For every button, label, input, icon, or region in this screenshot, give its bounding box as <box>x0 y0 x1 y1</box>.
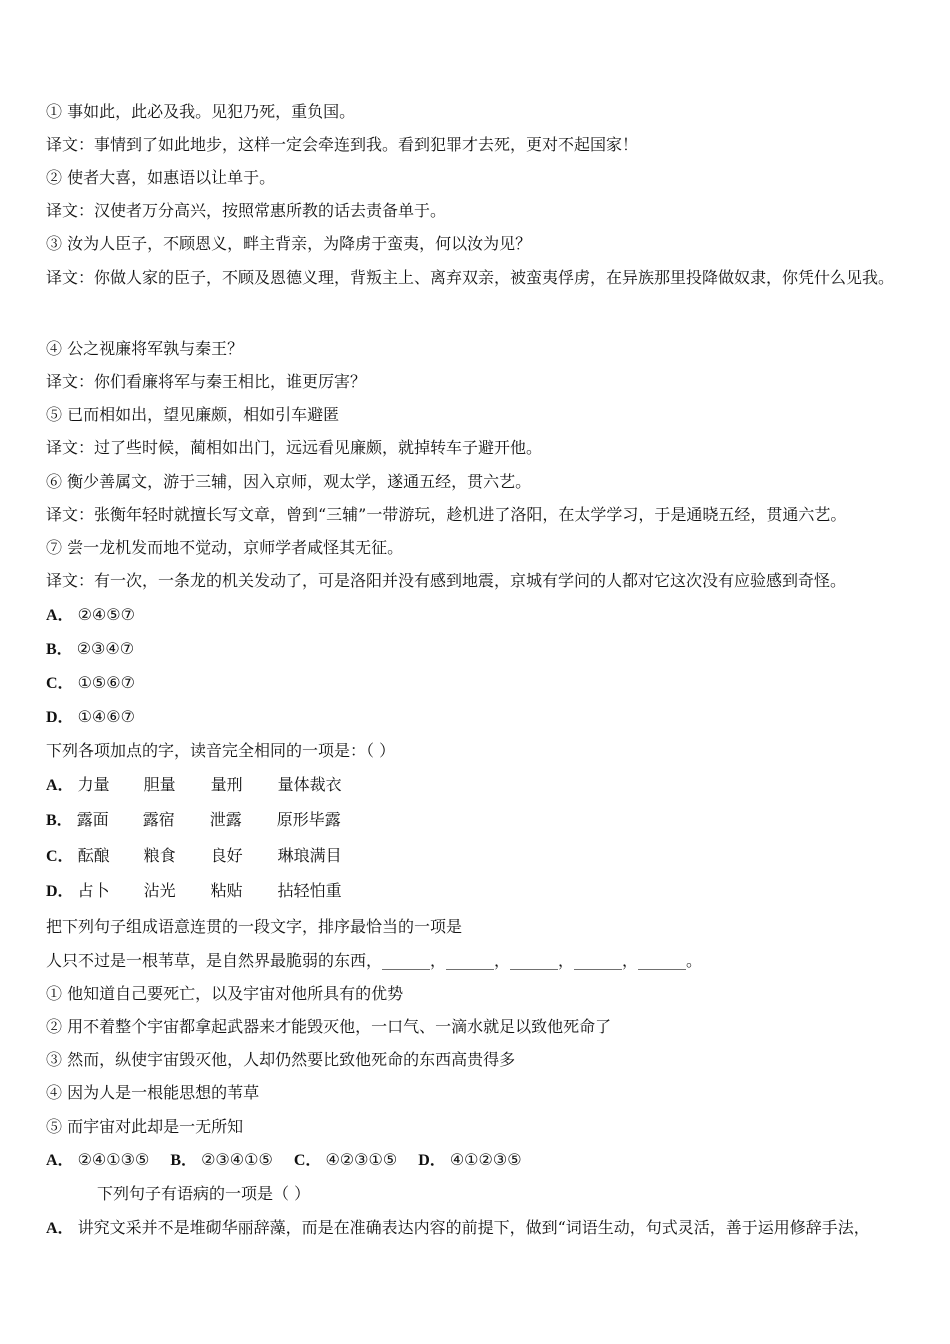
option-text: 讲究文采并不是堆砌华丽辞藻，而是在准确表达内容的前提下，做到“词语生动，句式灵活，善于运用修辞手法， <box>77 1218 870 1237</box>
order-sentence-3: ③ 然而，纵使宇宙毁灭他，人却仍然要比致他死命的东西高贵得多 <box>46 1050 516 1069</box>
option-text: ②④⑤⑦ <box>77 605 135 624</box>
grammar-question-stem: 下列句子有语病的一项是（ ） <box>97 1184 311 1203</box>
option-c[interactable] <box>46 673 910 694</box>
word: 胆量 <box>143 775 176 794</box>
option-label: D． <box>46 709 74 726</box>
word: 露面 <box>76 810 109 829</box>
pronunciation-question-stem: 下列各项加点的字，读音完全相同的一项是：（ ） <box>46 741 396 760</box>
option-label: A． <box>46 607 74 624</box>
word: 拈轻怕重 <box>277 881 342 900</box>
word: 粮食 <box>143 846 176 865</box>
translation-4: 译文：你们看廉将军与秦王相比，谁更厉害？ <box>46 372 367 391</box>
option-label: C． <box>46 675 74 692</box>
word: 酝酿 <box>77 846 110 865</box>
pron-option-d[interactable] <box>46 881 910 902</box>
word: 琳琅满目 <box>277 846 342 865</box>
pron-option-b[interactable] <box>46 810 910 831</box>
translation-6: 译文：张衡年轻时就擅长写文章，曾到“三辅”一带游玩，趁机进了洛阳，在太学学习，于是通晓五经，贯通六艺。 <box>46 505 847 524</box>
pron-option-c[interactable] <box>46 846 910 867</box>
order-lead-sentence: 人只不过是一根苇草，是自然界最脆弱的东西，______，______，______，______，______。 <box>46 951 703 970</box>
option-text: ④①②③⑤ <box>449 1150 522 1169</box>
translation-3: 译文：你做人家的臣子，不顾及恩德义理，背叛主上、离弃双亲，被蛮夷俘虏，在异族那里投降做奴隶，你凭什么见我。 <box>46 268 895 287</box>
translation-7: 译文：有一次，一条龙的机关发动了，可是洛阳并没有感到地震，京城有学问的人都对它这次没有应验感到奇怪。 <box>46 571 847 590</box>
option-label: A． <box>46 777 74 794</box>
order-question-stem: 把下列句子组成语意连贯的一段文字，排序最恰当的一项是 <box>46 917 463 936</box>
option-text: ②③④①⑤ <box>201 1150 273 1169</box>
word: 泄露 <box>209 810 242 829</box>
original-sentence-4: ④ 公之视廉将军孰与秦王？ <box>46 339 244 358</box>
original-sentence-3: ③ 汝为人臣子，不顾恩义，畔主背亲，为降虏于蛮夷，何以汝为见？ <box>46 234 532 253</box>
original-sentence-7: ⑦ 尝一龙机发而地不觉动，京师学者咸怪其无征。 <box>46 538 404 557</box>
option-b[interactable] <box>46 639 910 660</box>
order-sentence-5: ⑤ 而宇宙对此却是一无所知 <box>46 1117 244 1136</box>
translation-5: 译文：过了些时候，蔺相如出门，远远看见廉颇，就掉转车子避开他。 <box>46 438 543 457</box>
order-options <box>46 1150 910 1171</box>
option-text: ①⑤⑥⑦ <box>77 673 135 692</box>
pron-option-a[interactable] <box>46 775 910 796</box>
option-label: A． <box>46 1220 74 1237</box>
word: 粘贴 <box>210 881 243 900</box>
word: 沾光 <box>143 881 176 900</box>
order-option-c[interactable] <box>294 1150 397 1169</box>
option-label: B． <box>170 1152 198 1169</box>
translation-2: 译文：汉使者万分高兴，按照常惠所教的话去责备单于。 <box>46 201 447 220</box>
word: 占卜 <box>77 881 110 900</box>
option-text: ②③④⑦ <box>76 639 135 658</box>
original-sentence-6: ⑥ 衡少善属文，游于三辅，因入京师，观太学，遂通五经，贯六艺。 <box>46 472 532 491</box>
option-text: ④②③①⑤ <box>325 1150 398 1169</box>
word: 力量 <box>77 775 110 794</box>
order-option-b[interactable] <box>170 1150 272 1169</box>
word: 原形毕露 <box>276 810 341 829</box>
original-sentence-1: ① 事如此，此必及我。见犯乃死，重负国。 <box>46 102 356 121</box>
word: 露宿 <box>142 810 175 829</box>
option-text: ①④⑥⑦ <box>77 707 135 726</box>
grammar-option-a[interactable] <box>46 1218 910 1239</box>
option-a[interactable] <box>46 605 910 626</box>
translation-1: 译文：事情到了如此地步，这样一定会牵连到我。看到犯罪才去死，更对不起国家！ <box>46 135 639 154</box>
option-label: C． <box>46 848 74 865</box>
option-label: A． <box>46 1152 74 1169</box>
option-label: B． <box>46 641 73 658</box>
option-text: ②④①③⑤ <box>77 1150 150 1169</box>
order-sentence-2: ② 用不着整个宇宙都拿起武器来才能毁灭他，一口气、一滴水就足以致他死命了 <box>46 1017 612 1036</box>
option-label: C． <box>293 1152 322 1169</box>
option-label: D． <box>46 883 74 900</box>
order-option-d[interactable] <box>418 1150 521 1169</box>
order-option-a[interactable] <box>46 1150 149 1169</box>
order-sentence-4: ④ 因为人是一根能思想的苇草 <box>46 1083 260 1102</box>
original-sentence-2: ② 使者大喜，如惠语以让单于。 <box>46 168 276 187</box>
word: 量刑 <box>210 775 243 794</box>
option-d[interactable] <box>46 707 910 728</box>
order-sentence-1: ① 他知道自己要死亡，以及宇宙对他所具有的优势 <box>46 984 404 1003</box>
original-sentence-5: ⑤ 已而相如出，望见廉颇，相如引车避匿 <box>46 405 340 424</box>
word: 量体裁衣 <box>277 775 342 794</box>
option-label: D． <box>418 1152 446 1169</box>
option-label: B． <box>46 812 73 829</box>
word: 良好 <box>210 846 243 865</box>
